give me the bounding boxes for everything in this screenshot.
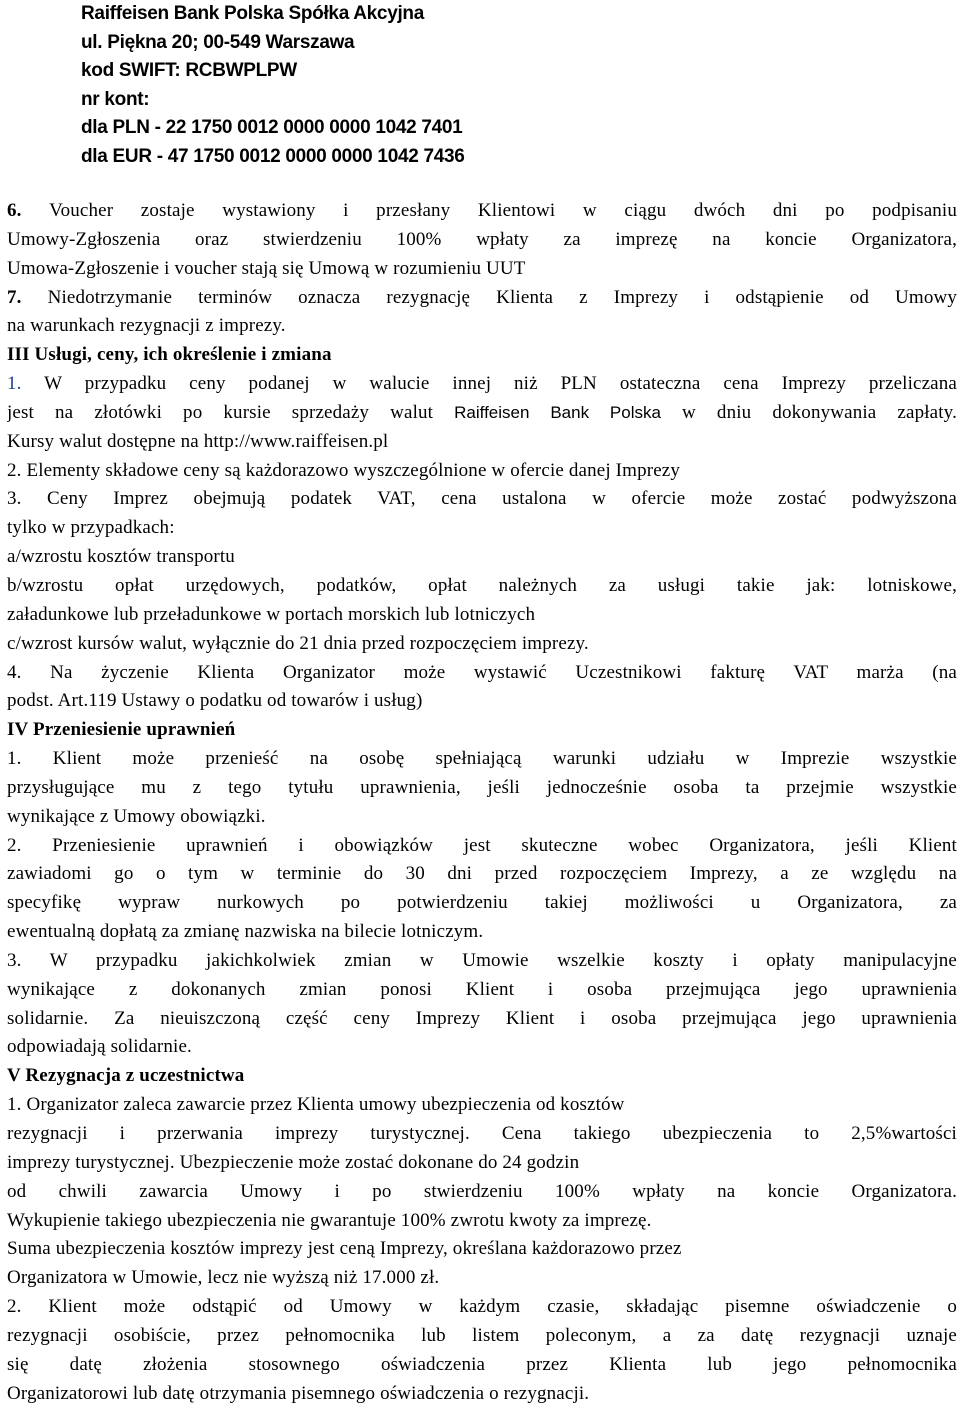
text-run: przysługujące mu z tego tytułu uprawnienia, jeśli jednocześnie osoba ta przejmie wszystkie (7, 776, 957, 798)
text-run: 1. (7, 373, 45, 395)
text-line (7, 457, 957, 486)
text-line (7, 514, 957, 543)
text-run: 3. W przypadku jakichkolwiek zmian w Umowie wszelkie koszty i opłaty manipulacyjne (7, 949, 957, 971)
text-run: tylko w przypadkach: (7, 517, 175, 539)
text-run: ewentualną dopłatą za zmianę nazwiska na bilecie lotniczym. (7, 921, 484, 943)
text-line (7, 889, 957, 918)
text-line (7, 1322, 957, 1351)
text-line (7, 716, 957, 745)
text-line (7, 572, 957, 601)
text-line (7, 947, 957, 976)
terms-text (7, 197, 957, 1408)
text-run: odpowiadają solidarnie. (7, 1036, 192, 1058)
text-line (7, 601, 957, 630)
text-run: rezygnacji osobiście, przez pełnomocnika lub listem poleconym, a za datę rezygnacji uznaje (7, 1324, 957, 1346)
text-run: na warunkach rezygnacji z imprezy. (7, 315, 286, 337)
text-line (7, 745, 957, 774)
text-line (7, 255, 957, 284)
text-run: IV Przeniesienie uprawnień (7, 719, 236, 741)
text-run: 1. Organizator zaleca zawarcie przez Klienta umowy ubezpieczenia od kosztów (7, 1094, 625, 1116)
text-run: imprezy turystycznej. Ubezpieczenie może zostać dokonane do 24 godzin (7, 1151, 580, 1173)
text-run: wynikające z dokonanych zmian ponosi Klient i osoba przejmująca jego uprawnienia (7, 978, 957, 1000)
bank-name: Raiffeisen Bank Polska Spółka Akcyjna (81, 3, 425, 24)
text-run: się datę złożenia stosownego oświadczenia przez Klienta lub jego pełnomocnika (7, 1353, 957, 1375)
text-line (7, 370, 957, 399)
text-line (7, 1120, 957, 1149)
text-line (7, 543, 957, 572)
text-run: 6. (7, 200, 50, 221)
text-run: w dniu dokonywania zapłaty. (660, 401, 957, 423)
text-line (7, 918, 957, 947)
text-line (7, 803, 957, 832)
text-line (7, 399, 957, 428)
text-run: Umowy-Zgłoszenia oraz stwierdzeniu 100% wpłaty za imprezę na koncie Organizatora, (7, 228, 957, 250)
text-line (7, 1207, 957, 1236)
text-run: 2. Klient może odstąpić od Umowy w każdym czasie, składając pisemne oświadczenie o (7, 1296, 957, 1318)
text-line (7, 284, 957, 313)
text-line (7, 860, 957, 889)
text-run: b/wzrostu opłat urzędowych, podatków, opłat należnych za usługi takie jak: lotniskowe, (7, 574, 957, 596)
text-run: specyfikę wypraw nurkowych po potwierdzeniu takiej możliwości u Organizatora, za (7, 892, 957, 914)
account-pln: dla PLN - 22 1750 0012 0000 0000 1042 7401 (81, 117, 463, 139)
text-line (7, 1293, 957, 1322)
text-run: od chwili zawarcia Umowy i po stwierdzeniu 100% wpłaty na koncie Organizatora. (7, 1180, 957, 1202)
text-run: c/wzrost kursów walut, wyłącznie do 21 dnia przed rozpoczęciem imprezy. (7, 632, 589, 654)
text-line (7, 1062, 957, 1091)
text-run: Wykupienie takiego ubezpieczenia nie gwarantuje 100% zwrotu kwoty za imprezę. (7, 1209, 652, 1231)
account-label: nr kont: (81, 88, 150, 110)
text-line (7, 1235, 957, 1264)
text-line (7, 687, 957, 716)
text-run: III Usługi, ceny, ich określenie i zmiana (7, 344, 332, 366)
bank-details (81, 0, 465, 172)
text-line (7, 1091, 957, 1120)
text-run: 3. Ceny Imprez obejmują podatek VAT, cena ustalona w ofercie może zostać podwyższona (7, 488, 957, 510)
text-run: zawiadomi go o tym w terminie do 30 dni przed rozpoczęciem Imprezy, a ze względu na (7, 863, 957, 885)
account-eur: dla EUR - 47 1750 0012 0000 0000 1042 7436 (81, 145, 465, 167)
text-run: V Rezygnacja z uczestnictwa (7, 1065, 245, 1087)
text-run: Niedotrzymanie terminów oznacza rezygnację Klienta z Imprezy i odstąpienie od Umowy (47, 286, 957, 308)
text-run: Umowa-Zgłoszenie i voucher stają się Umową w rozumieniu UUT (7, 257, 526, 279)
text-run: a/wzrostu kosztów transportu (7, 546, 235, 568)
text-line (7, 1351, 957, 1380)
text-line (7, 197, 957, 226)
text-run: załadunkowe lub przeładunkowe w portach morskich lub lotniczych (7, 603, 536, 625)
text-line (7, 1264, 957, 1293)
text-line (7, 630, 957, 659)
text-run: solidarnie. Za nieuiszczoną część ceny Imprezy Klient i osoba przejmująca jego uprawnienia (7, 1007, 957, 1029)
text-run: rezygnacji i przerwania imprezy turystycznej. Cena takiego ubezpieczenia to 2,5%wartości (7, 1123, 957, 1144)
text-run: wynikające z Umowy obowiązki. (7, 805, 266, 827)
text-run: Organizatorowi lub datę otrzymania pisemnego oświadczenia o rezygnacji. (7, 1382, 590, 1404)
text-line (7, 341, 957, 370)
text-line (7, 659, 957, 688)
text-line (7, 226, 957, 255)
text-line (7, 976, 957, 1005)
text-run: Suma ubezpieczenia kosztów imprezy jest ceną Imprezy, określana każdorazowo przez (7, 1238, 682, 1260)
text-run: jest na złotówki po kursie sprzedaży walut (7, 401, 455, 423)
text-run: W przypadku ceny podanej w walucie innej niż PLN ostateczna cena Imprezy przeliczana (44, 373, 957, 395)
text-line (7, 485, 957, 514)
text-run: 7. (7, 286, 48, 308)
text-run: podst. Art.119 Ustawy o podatku od towarów i usług) (7, 690, 423, 712)
text-run: Kursy walut dostępne na http://www.raiffeisen.pl (7, 430, 389, 452)
bank-address: ul. Piękna 20; 00-549 Warszawa (81, 31, 355, 53)
text-line (7, 312, 957, 341)
text-line (7, 1005, 957, 1034)
text-line (7, 1033, 957, 1062)
text-line (7, 832, 957, 861)
text-run: 2. Elementy składowe ceny są każdorazowo wyszczególnione w ofercie danej Imprezy (7, 459, 681, 481)
bank-swift: kod SWIFT: RCBWPLPW (81, 60, 297, 82)
text-run: Voucher zostaje wystawiony i przesłany Klientowi w ciągu dwóch dni po podpisaniu (49, 200, 957, 221)
text-run: Raiffeisen Bank Polska (454, 402, 661, 422)
text-run: Organizatora w Umowie, lecz nie wyższą niż 17.000 zł. (7, 1267, 440, 1289)
text-line (7, 1380, 957, 1408)
text-line (7, 1178, 957, 1207)
text-line (7, 428, 957, 457)
text-line (7, 1149, 957, 1178)
text-run: 2. Przeniesienie uprawnień i obowiązków jest skuteczne wobec Organizatora, jeśli Klient (7, 834, 957, 856)
text-run: 1. Klient może przenieść na osobę spełniającą warunki udziału w Imprezie wszystkie (7, 748, 957, 770)
text-run: 4. Na życzenie Klienta Organizator może wystawić Uczestnikowi fakturę VAT marża (na (7, 661, 957, 683)
text-line (7, 774, 957, 803)
